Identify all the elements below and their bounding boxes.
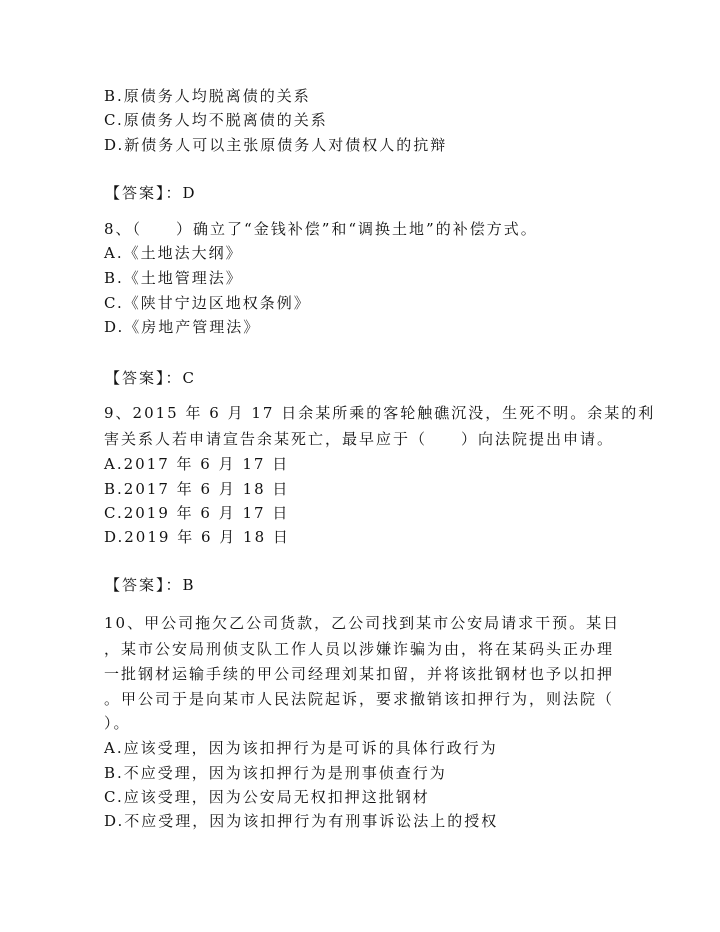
q8-stem: 8、（ ）确立了“金钱补偿”和“调换土地”的补偿方式。 [104,220,538,238]
q8-option-b: B.《土地管理法》 [104,269,243,287]
q8-option-c: C.《陕甘宁边区地权条例》 [104,294,311,312]
q10-stem-line-5: ）。 [104,714,131,732]
q7-option-d: D.新债务人可以主张原债务人对债权人的抗辩 [104,136,448,154]
q10-option-b: B.不应受理，因为该扣押行为是刑事侦查行为 [104,764,447,782]
q10-stem-line-1: 10、甲公司拖欠乙公司货款，乙公司找到某市公安局请求干预。某日 [104,614,621,632]
q8-option-d: D.《房地产管理法》 [104,318,261,336]
q10-stem-line-3: 一批钢材运输手续的甲公司经理刘某扣留，并将该批钢材也予以扣押 [104,665,615,683]
q10-option-a: A.应该受理，因为该扣押行为是可诉的具体行政行为 [104,739,498,757]
q9-option-d: D.2019 年 6 月 18 日 [104,528,290,546]
q7-answer: 【答案】：D [105,184,197,202]
q8-answer: 【答案】：C [105,369,196,387]
q10-option-c: C.应该受理，因为公安局无权扣押这批钢材 [104,788,430,806]
q9-option-a: A.2017 年 6 月 17 日 [104,455,290,473]
q10-stem-line-4: 。甲公司于是向某市人民法院起诉，要求撤销该扣押行为，则法院（ [104,690,615,708]
q7-option-c: C.原债务人均不脱离债的关系 [104,111,328,129]
q9-option-b: B.2017 年 6 月 18 日 [104,480,290,498]
q10-option-d: D.不应受理，因为该扣押行为有刑事诉讼法上的授权 [104,812,499,830]
q10-stem-line-2: ，某市公安局刑侦支队工作人员以涉嫌诈骗为由，将在某码头正办理 [104,640,615,658]
q8-option-a: A.《土地法大纲》 [104,244,243,262]
q7-option-b: B.原债务人均脱离债的关系 [104,87,311,105]
q9-answer: 【答案】：B [105,576,196,594]
q9-stem-line-2: 害关系人若申请宣告余某死亡，最早应于（ ）向法院提出申请。 [104,430,615,448]
q9-stem-line-1: 9、2015 年 6 月 17 日余某所乘的客轮触礁沉没，生死不明。余某的利 [104,404,656,422]
q9-option-c: C.2019 年 6 月 17 日 [104,504,290,522]
